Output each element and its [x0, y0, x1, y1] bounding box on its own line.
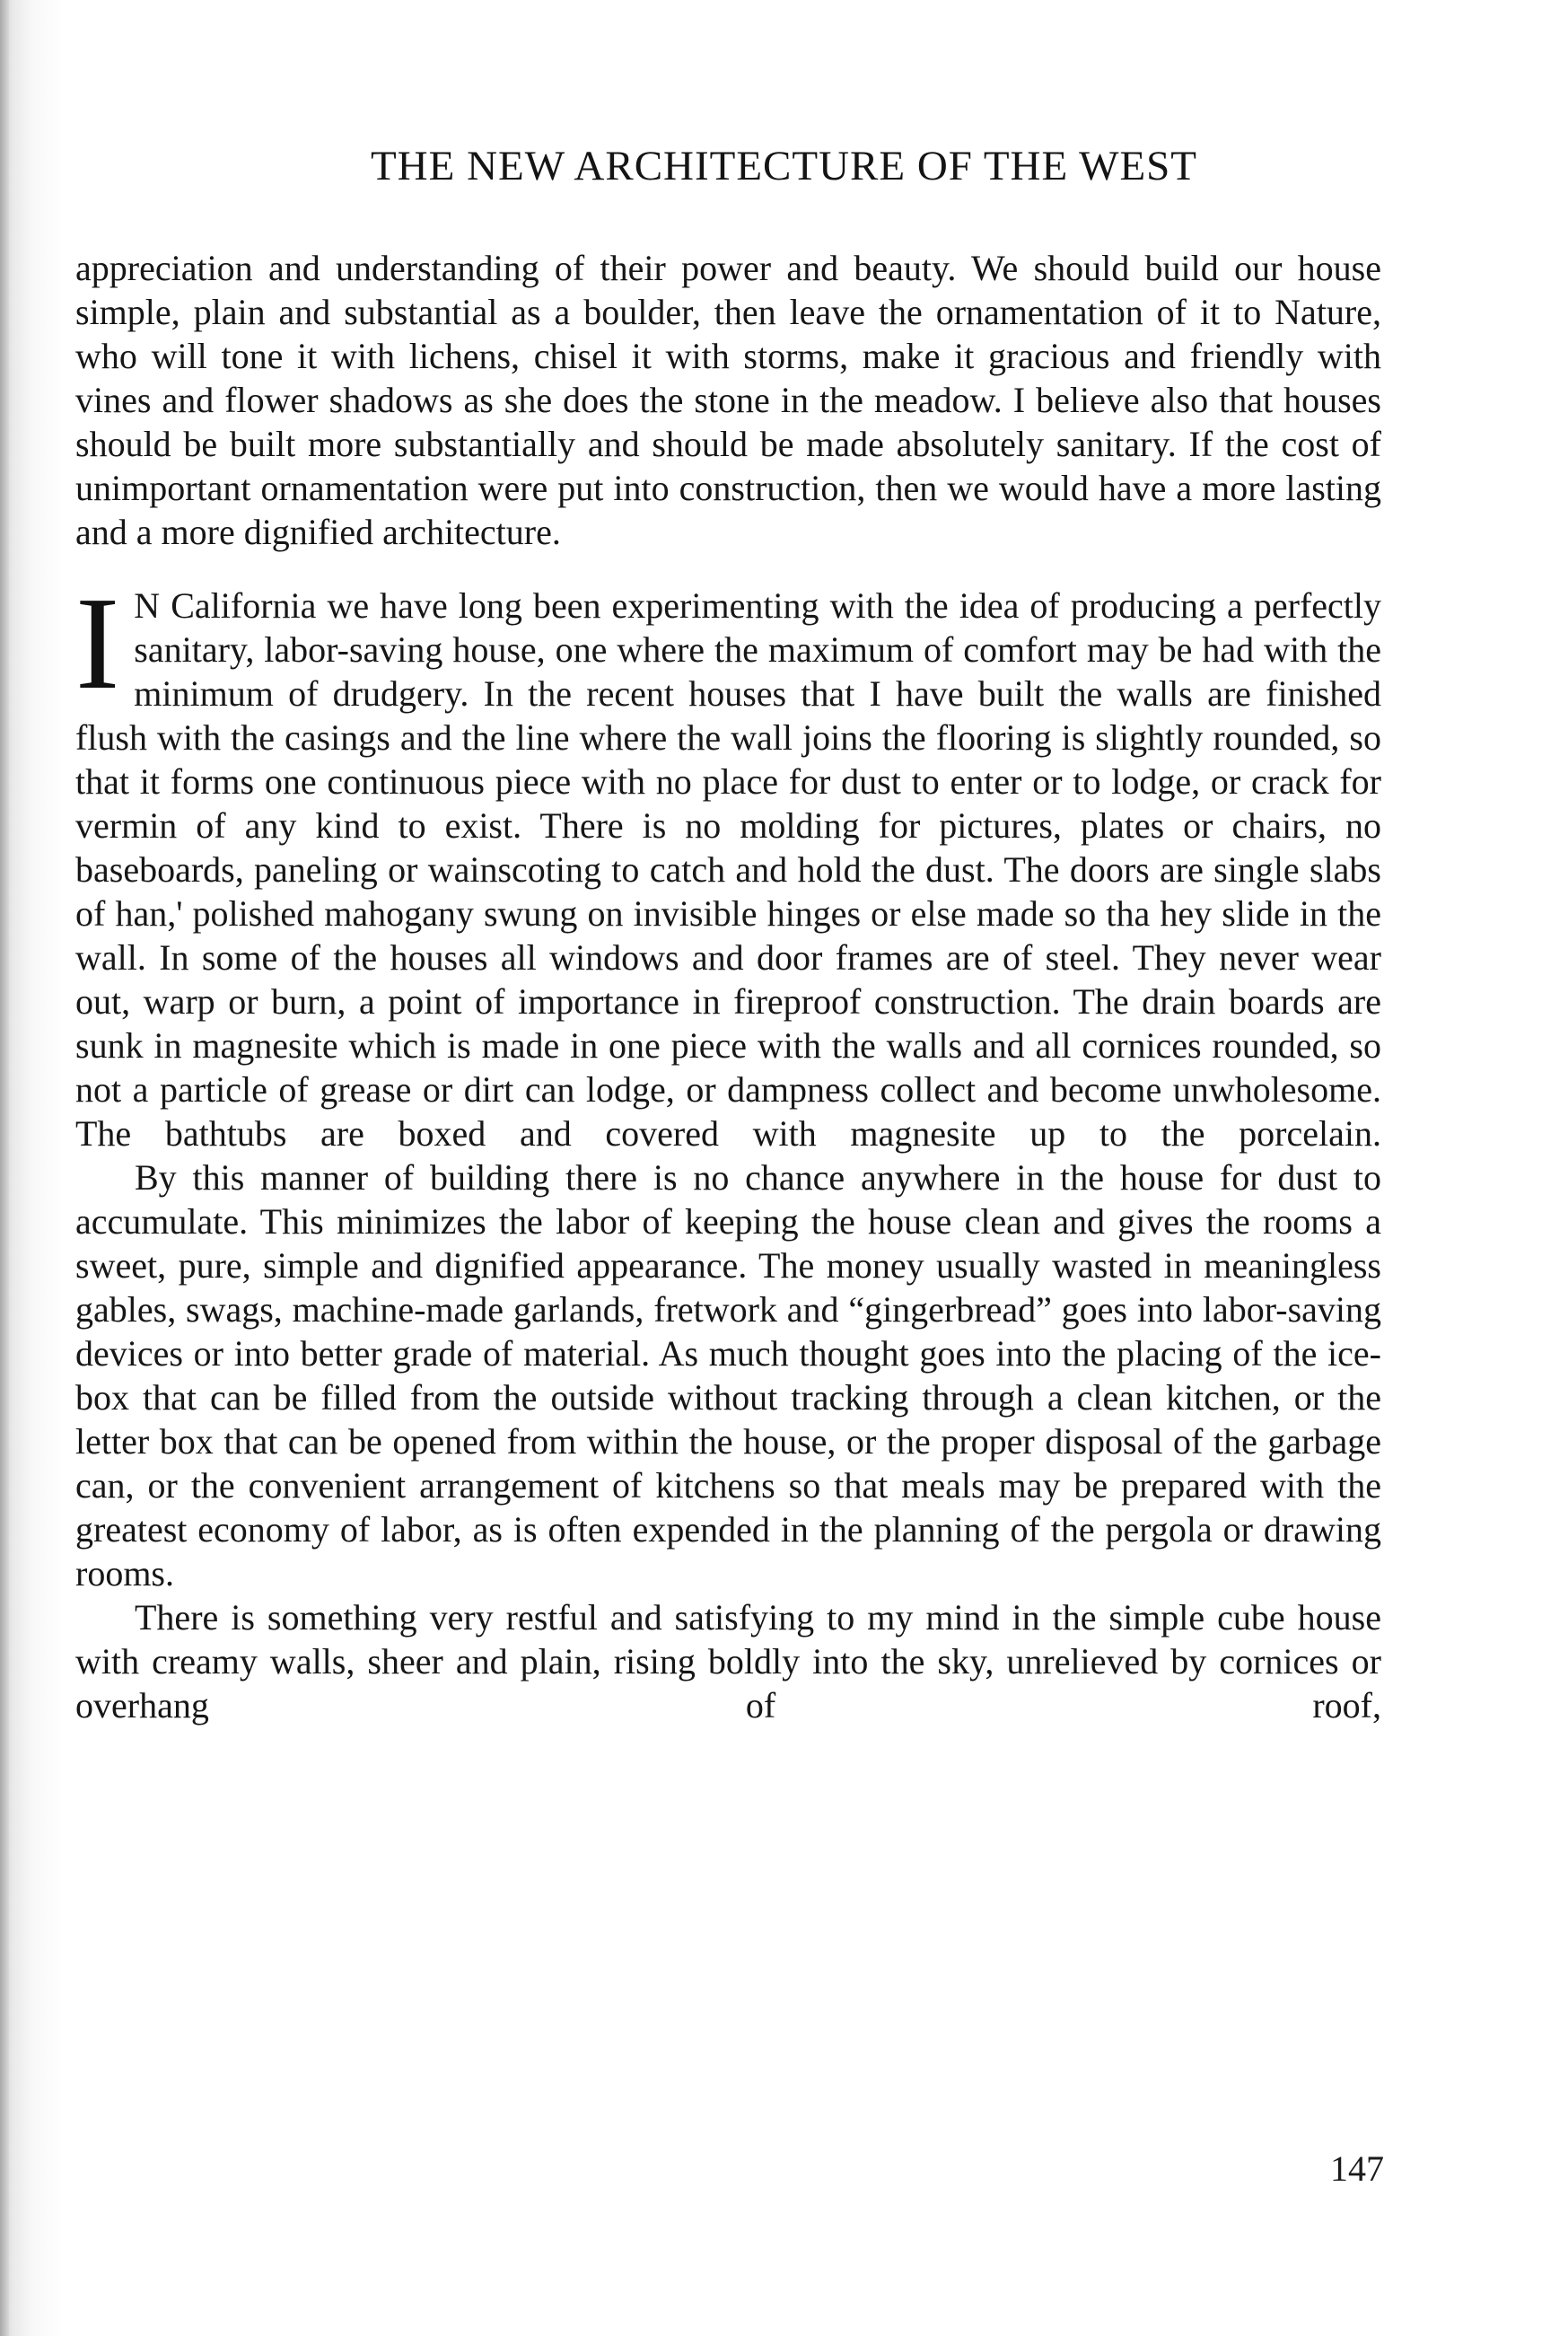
- body-text: [75, 246, 1381, 1727]
- page-number: 147: [1330, 2148, 1384, 2189]
- paragraph-2-text: N California we have long been experimenting with the idea of producing a perfectly sanitary, labor-saving house, one where the maximum of comfort may be had with the minimum of drudgery. In the recent houses that I have built the walls are finished flush with the casings and the line where the wall joins the flooring is slightly rounded, so that it forms one continuous piece with no place for dust to enter or to lodge, or crack for vermin of any kind to exist. There is no molding for pictures, plates or chairs, no baseboards, paneling or wainscoting to catch and hold the dust. The doors are single slabs of han,' polished mahogany swung on invisible hinges or else made so tha hey slide in the wall. In some of the houses all windows and door frames are of steel. They never wear out, warp or burn, a point of importance in fireproof construction. The drain boards are sunk in magnesite which is made in one piece with the walls and all cornices rounded, so not a particle of grease or dirt can lodge, or dampness collect and become unwholesome. The bathtubs are boxed and covered with magnesite up to the porcelain.: [75, 585, 1381, 1154]
- page-binding-shadow: [0, 0, 9, 2336]
- paragraph-3: By this manner of building there is no chance anywhere in the house for dust to accumulate. This minimizes the labor of keeping the house clean and gives the rooms a sweet, pure, simple and dignified appearance. The money usually wasted in meaningless gables, swags, machine-made garlands, fretwork and “gingerbread” goes into labor-saving devices or into better grade of material. As much thought goes into the placing of the ice-box that can be filled from the outside without tracking through a clean kitchen, or the letter box that can be opened from within the house, or the proper disposal of the garbage can, or the convenient arrangement of kitchens so that meals may be prepared with the greatest economy of labor, as is often expended in the planning of the pergola or drawing rooms.: [75, 1157, 1381, 1594]
- paragraph-4: There is something very restful and satisfying to my mind in the simple cube house with creamy walls, sheer and plain, rising boldly into the sky, unrelieved by cornices or overhang of roof,: [75, 1597, 1381, 1726]
- paragraph-1: appreciation and understanding of their power and beauty. We should build our house simple, plain and substantial as a boulder, then leave the ornamentation of it to Nature, who will tone it with lichens, chisel it with storms, make it gracious and friendly with vines and flower shadows as she does the stone in the meadow. I believe also that houses should be built more substantially and should be made absolutely sanitary. If the cost of unimportant ornamentation were put into construction, then we would have a more lasting and a more dignified architecture.: [75, 248, 1381, 552]
- running-head: THE NEW ARCHITECTURE OF THE WEST: [370, 143, 1198, 189]
- drop-cap: I: [75, 570, 120, 717]
- paragraph-2: [75, 570, 1381, 1155]
- section-break: [75, 554, 1381, 584]
